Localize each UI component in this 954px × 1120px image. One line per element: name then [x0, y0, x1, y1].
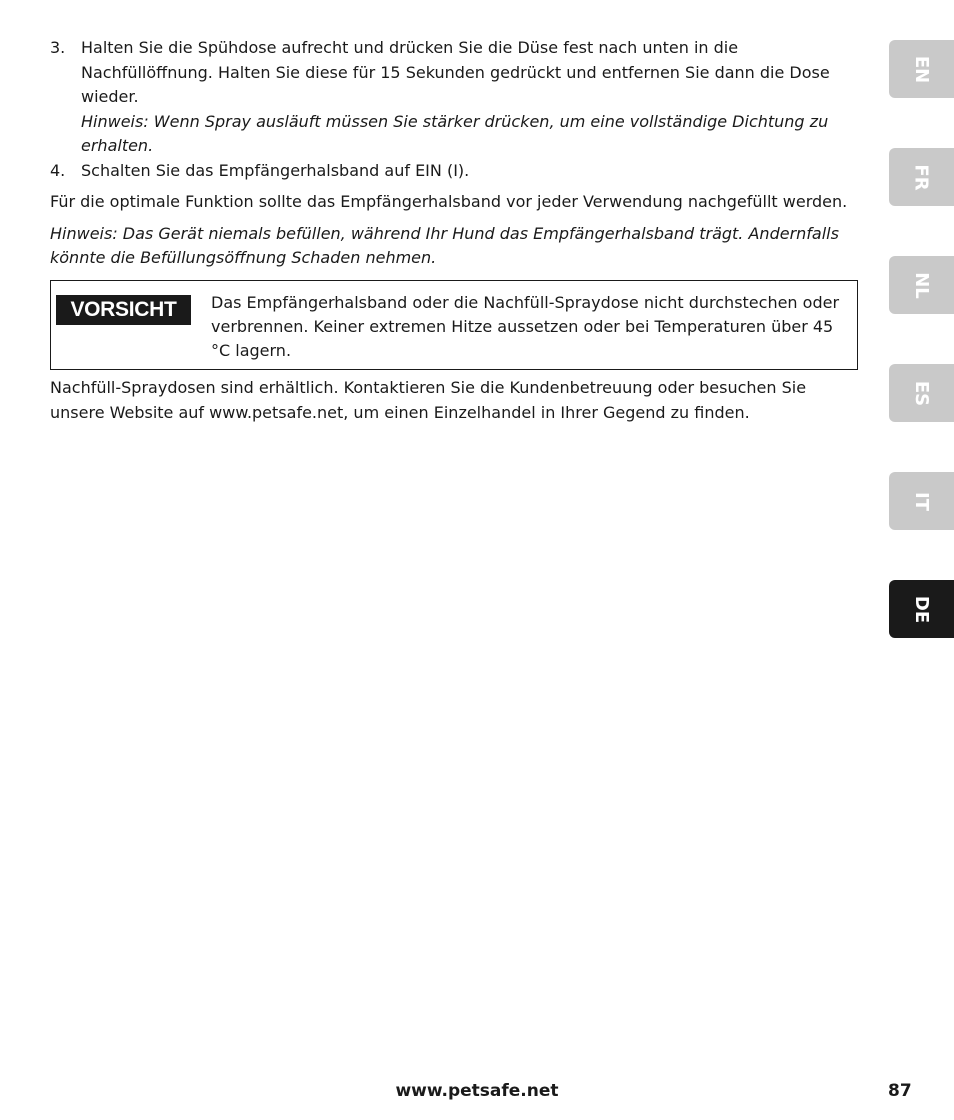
note-paragraph: Hinweis: Das Gerät niemals befüllen, während Ihr Hund das Empfängerhalsband trägt. Andernfalls könnte die Befüllungsöffnung Schaden nehmen. [50, 223, 839, 267]
tab-nl[interactable] [889, 256, 954, 314]
tab-label: IT [910, 491, 932, 511]
tab-label: EN [911, 55, 932, 83]
refills-paragraph: Nachfüll-Spraydosen sind erhältlich. Kontaktieren Sie die Kundenbetreuung oder besuchen Sie unsere Website auf www.petsafe.net, um einen Einzelhandel in Ihrer Gegend zu finden. [50, 378, 807, 422]
step-3 [50, 36, 850, 159]
main-content [50, 36, 850, 271]
tab-label: NL [910, 271, 932, 299]
step-number: 4. [50, 160, 66, 180]
tab-es[interactable] [889, 364, 954, 422]
tab-label: ES [910, 380, 932, 406]
caution-box [50, 280, 858, 370]
step-note: Hinweis: Wenn Spray ausläuft müssen Sie stärker drücken, um eine vollständige Dichtung zu erhalten. [81, 111, 829, 155]
page-number: 87 [888, 1081, 912, 1101]
tab-label: FR [911, 163, 932, 191]
tab-en[interactable] [889, 40, 954, 98]
step-number: 3. [50, 38, 66, 57]
step-text: Halten Sie die Spühdose aufrecht und drücken Sie die Düse fest nach unten in die Nachfüllöffnung. Halten Sie diese für 15 Sekunden gedrückt und entfernen Sie dann die Dose wieder. [81, 38, 830, 106]
tab-de[interactable] [889, 580, 954, 638]
caution-label: VORSICHT [56, 295, 191, 325]
caution-text: Das Empfängerhalsband oder die Nachfüll-Spraydose nicht durchstechen oder verbrennen. Keiner extremen Hitze aussetzen oder bei Temperaturen über 45 °C lagern. [211, 293, 840, 360]
step-text: Schalten Sie das Empfängerhalsband auf EIN (I). [81, 160, 470, 180]
refill-paragraph: Für die optimale Funktion sollte das Empfängerhalsband vor jeder Verwendung nachgefüllt werden. [50, 192, 848, 211]
tab-it[interactable] [889, 472, 954, 530]
tab-fr[interactable] [889, 148, 954, 206]
tab-label: DE [911, 595, 932, 623]
footer-url: www.petsafe.net [395, 1081, 559, 1101]
step-4 [50, 159, 850, 184]
